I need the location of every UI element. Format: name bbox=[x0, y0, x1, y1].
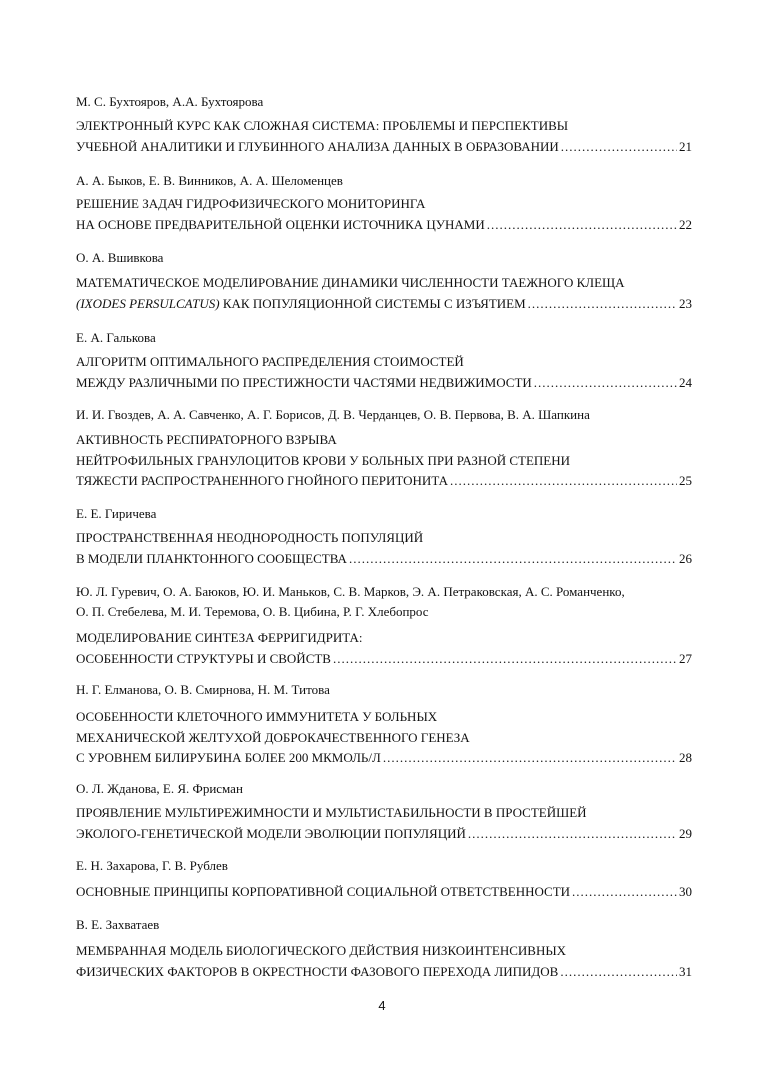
toc-authors: И. И. Гвоздев, А. А. Савченко, А. Г. Борисов, Д. В. Черданцев, О. В. Первова, В. А. Шапкина bbox=[76, 407, 590, 422]
toc-authors: Е. Е. Гиричева bbox=[76, 506, 157, 521]
toc-entry bbox=[76, 504, 692, 566]
toc-leader-dots bbox=[561, 137, 677, 158]
toc-title[interactable] bbox=[76, 352, 692, 393]
toc-title-text: С УРОВНЕМ БИЛИРУБИНА БОЛЕЕ 200 МКМОЛЬ/Л bbox=[76, 750, 381, 765]
toc-page-number[interactable]: 30 bbox=[679, 884, 692, 899]
toc-leader-dots bbox=[383, 748, 677, 769]
toc-entry bbox=[76, 779, 692, 841]
toc-entry bbox=[76, 328, 692, 390]
toc-entry bbox=[76, 92, 692, 154]
toc-title-last-line bbox=[76, 882, 692, 903]
toc-title-line: МАТЕМАТИЧЕСКОЕ МОДЕЛИРОВАНИЕ ДИНАМИКИ ЧИСЛЕННОСТИ ТАЕЖНОГО КЛЕЩА bbox=[76, 275, 625, 290]
toc-authors: В. Е. Захватаев bbox=[76, 917, 160, 932]
toc-title-text: ФИЗИЧЕСКИХ ФАКТОРОВ В ОКРЕСТНОСТИ ФАЗОВОГО ПЕРЕХОДА ЛИПИДОВ bbox=[76, 963, 559, 979]
toc-title-text: ТЯЖЕСТИ РАСПРОСТРАНЕННОГО ГНОЙНОГО ПЕРИТОНИТА bbox=[76, 473, 448, 488]
toc-page-number[interactable]: 25 bbox=[679, 473, 692, 488]
toc-title-text bbox=[76, 294, 526, 315]
toc-title[interactable] bbox=[76, 116, 692, 157]
toc-title-line: МЕХАНИЧЕСКОЙ ЖЕЛТУХОЙ ДОБРОКАЧЕСТВЕННОГО ГЕНЕЗА bbox=[76, 729, 470, 745]
toc-title-text: В МОДЕЛИ ПЛАНКТОННОГО СООБЩЕСТВА bbox=[76, 550, 347, 566]
toc-title-last-line bbox=[76, 294, 692, 315]
toc-page-number[interactable]: 23 bbox=[679, 295, 692, 311]
toc-title-last-line bbox=[76, 549, 692, 570]
toc-page-number[interactable]: 31 bbox=[679, 963, 692, 979]
toc-title-last-line bbox=[76, 215, 692, 236]
toc-title-line: РЕШЕНИЕ ЗАДАЧ ГИДРОФИЗИЧЕСКОГО МОНИТОРИНГА bbox=[76, 196, 426, 211]
toc-page-number[interactable]: 27 bbox=[679, 650, 692, 666]
toc-title-text: УЧЕБНОЙ АНАЛИТИКИ И ГЛУБИННОГО АНАЛИЗА ДАННЫХ В ОБРАЗОВАНИИ bbox=[76, 138, 559, 154]
toc-title-last-line bbox=[76, 824, 692, 845]
toc-title[interactable] bbox=[76, 273, 692, 314]
toc-entry bbox=[76, 405, 692, 488]
toc-title-line: МЕМБРАННАЯ МОДЕЛЬ БИОЛОГИЧЕСКОГО ДЕЙСТВИЯ НИЗКОИНТЕНСИВНЫХ bbox=[76, 943, 567, 958]
toc-title-text: ОСНОВНЫЕ ПРИНЦИПЫ КОРПОРАТИВНОЙ СОЦИАЛЬНОЙ ОТВЕТСТВЕННОСТИ bbox=[76, 884, 571, 899]
toc-leader-dots bbox=[450, 471, 677, 492]
toc-title[interactable] bbox=[76, 707, 692, 769]
toc-title[interactable] bbox=[76, 941, 692, 982]
toc-entry bbox=[76, 171, 692, 232]
toc-page-number[interactable]: 29 bbox=[679, 825, 692, 841]
toc-title-line: ЭЛЕКТРОННЫЙ КУРС КАК СЛОЖНАЯ СИСТЕМА: ПРОБЛЕМЫ И ПЕРСПЕКТИВЫ bbox=[76, 118, 569, 133]
toc-entry bbox=[76, 915, 692, 979]
toc-page-number[interactable]: 24 bbox=[679, 374, 692, 390]
toc-page-number[interactable]: 21 bbox=[679, 138, 692, 154]
toc-title-line: ОСОБЕННОСТИ КЛЕТОЧНОГО ИММУНИТЕТА У БОЛЬНЫХ bbox=[76, 709, 438, 724]
toc-authors: Е. Н. Захарова, Г. В. Рублев bbox=[76, 858, 228, 873]
table-of-contents bbox=[76, 0, 692, 1080]
toc-title-last-line bbox=[76, 649, 692, 670]
toc-entry bbox=[76, 582, 692, 666]
toc-leader-dots bbox=[528, 294, 677, 315]
toc-title[interactable] bbox=[76, 882, 692, 903]
toc-title-line: ПРОЯВЛЕНИЕ МУЛЬТИРЕЖИМНОСТИ И МУЛЬТИСТАБИЛЬНОСТИ В ПРОСТЕЙШЕЙ bbox=[76, 805, 587, 820]
toc-entry bbox=[76, 856, 692, 899]
toc-leader-dots bbox=[560, 962, 677, 983]
toc-title-line: АКТИВНОСТЬ РЕСПИРАТОРНОГО ВЗРЫВА bbox=[76, 432, 337, 447]
toc-authors: Н. Г. Елманова, О. В. Смирнова, Н. М. Титова bbox=[76, 682, 330, 697]
toc-entry bbox=[76, 248, 692, 311]
page-number: 4 bbox=[378, 998, 386, 1013]
toc-title-line: НЕЙТРОФИЛЬНЫХ ГРАНУЛОЦИТОВ КРОВИ У БОЛЬНЫХ ПРИ РАЗНОЙ СТЕПЕНИ bbox=[76, 452, 570, 468]
toc-title-last-line bbox=[76, 471, 692, 492]
toc-authors: Ю. Л. Гуревич, О. А. Баюков, Ю. И. Маньков, С. В. Марков, Э. А. Петраковская, А. С. Романченко, bbox=[76, 584, 625, 599]
toc-title-text: ОСОБЕННОСТИ СТРУКТУРЫ И СВОЙСТВ bbox=[76, 650, 331, 666]
toc-title-last-line bbox=[76, 748, 692, 769]
toc-authors: А. А. Быков, Е. В. Винников, А. А. Шеломенцев bbox=[76, 173, 343, 188]
toc-title-rest: КАК ПОПУЛЯЦИОННОЙ СИСТЕМЫ С ИЗЪЯТИЕМ bbox=[219, 295, 526, 311]
toc-authors: Е. А. Галькова bbox=[76, 330, 156, 345]
toc-entry bbox=[76, 680, 692, 765]
toc-title-last-line bbox=[76, 137, 692, 158]
toc-leader-dots bbox=[487, 215, 677, 236]
toc-authors: О. А. Вшивкова bbox=[76, 250, 164, 265]
toc-title-line: АЛГОРИТМ ОПТИМАЛЬНОГО РАСПРЕДЕЛЕНИЯ СТОИМОСТЕЙ bbox=[76, 354, 464, 369]
toc-title[interactable] bbox=[76, 528, 692, 569]
toc-page-number[interactable]: 28 bbox=[679, 750, 692, 765]
toc-title-line: МОДЕЛИРОВАНИЕ СИНТЕЗА ФЕРРИГИДРИТА: bbox=[76, 630, 363, 645]
toc-leader-dots bbox=[534, 373, 677, 394]
toc-title-last-line bbox=[76, 962, 692, 983]
toc-title-italic: (IXODES PERSULCATUS) bbox=[76, 295, 220, 311]
toc-title-last-line bbox=[76, 373, 692, 394]
toc-title-text: МЕЖДУ РАЗЛИЧНЫМИ ПО ПРЕСТИЖНОСТИ ЧАСТЯМИ НЕДВИЖИМОСТИ bbox=[76, 374, 532, 390]
toc-authors: М. С. Бухтояров, А.А. Бухтоярова bbox=[76, 94, 264, 109]
toc-authors-continued: О. П. Стебелева, М. И. Теремова, О. В. Цибина, Р. Г. Хлебопрос bbox=[76, 604, 429, 619]
toc-title[interactable] bbox=[76, 803, 692, 844]
toc-title-text: НА ОСНОВЕ ПРЕДВАРИТЕЛЬНОЙ ОЦЕНКИ ИСТОЧНИКА ЦУНАМИ bbox=[76, 216, 485, 232]
toc-leader-dots bbox=[333, 649, 677, 670]
toc-title[interactable] bbox=[76, 430, 692, 492]
toc-title[interactable] bbox=[76, 194, 692, 235]
toc-page-number[interactable]: 26 bbox=[679, 550, 692, 566]
toc-page-number[interactable]: 22 bbox=[679, 216, 692, 232]
toc-leader-dots bbox=[572, 882, 677, 903]
toc-leader-dots bbox=[468, 824, 677, 845]
toc-title-text: ЭКОЛОГО-ГЕНЕТИЧЕСКОЙ МОДЕЛИ ЭВОЛЮЦИИ ПОПУЛЯЦИЙ bbox=[76, 825, 466, 841]
toc-leader-dots bbox=[349, 549, 677, 570]
toc-title[interactable] bbox=[76, 628, 692, 669]
toc-title-line: ПРОСТРАНСТВЕННАЯ НЕОДНОРОДНОСТЬ ПОПУЛЯЦИЙ bbox=[76, 530, 424, 545]
toc-authors: О. Л. Жданова, Е. Я. Фрисман bbox=[76, 781, 243, 796]
